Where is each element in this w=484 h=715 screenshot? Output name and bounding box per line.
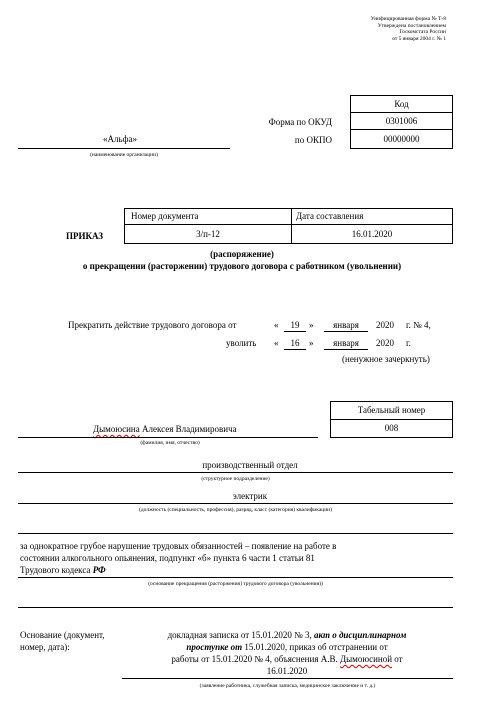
basis-text-1-bi: акт о дисциплинарном — [314, 630, 407, 640]
basis-text-3 — [122, 654, 452, 664]
form-header-line3: Госкомстата России — [399, 29, 446, 35]
codes-header: Код — [350, 95, 453, 113]
grounds-caption: (основание прекращения (расторжения) трудового договора (увольнения)) — [148, 581, 323, 587]
termination-year: 2020 — [376, 320, 394, 330]
employee-name-rest: Алексея Владимировича — [139, 424, 237, 434]
subtitle-main: о прекращении (расторжении) трудового договора с работником (увольнении) — [82, 261, 402, 271]
position: электрик — [232, 491, 268, 501]
basis-text-3-plain: работы от 15.01.2020 № 4, объяснения А.В. — [171, 654, 340, 664]
basis-text-2-bi: проступке от — [186, 642, 243, 652]
doc-date-value: 16.01.2020 — [291, 224, 453, 244]
subtitle-rasporyazhenie: (распоряжение) — [210, 249, 274, 259]
department-line — [18, 472, 453, 473]
employee-name-caption: (фамилия, имя, отчество) — [140, 440, 200, 446]
grounds-line2: состоянии алкогольного опьянения, подпункт «б» пункта 6 части 1 статьи 81 — [20, 553, 315, 563]
termination-month: января — [333, 320, 359, 330]
okpo-label: по ОКПО — [294, 135, 332, 145]
okpo-value: 00000000 — [350, 129, 453, 149]
doc-date-header: Дата составления — [291, 208, 453, 225]
dismiss-day: 16 — [290, 338, 300, 348]
quote-open-1: « — [274, 320, 279, 330]
grounds-line — [18, 577, 453, 578]
basis-text-2-plain: 15.01.2020, приказ об отстранении от — [242, 642, 388, 652]
day-line-2 — [284, 349, 306, 350]
grounds-bottom-line — [18, 607, 453, 608]
employee-surname: Дымоюсина — [93, 424, 140, 434]
dismiss-year: 2020 — [376, 338, 394, 348]
grounds-line3 — [20, 565, 106, 575]
grounds-top-line — [18, 533, 453, 534]
day-line-1 — [284, 331, 306, 332]
okud-label: Форма по ОКУД — [268, 117, 332, 127]
position-caption: (должность (специальность, профессия), разряд, класс (категория) квалификации) — [139, 507, 332, 513]
basis-text-1 — [122, 630, 452, 640]
month-line-1 — [324, 331, 368, 332]
quote-open-2: « — [274, 338, 279, 348]
okud-value: 0301006 — [350, 112, 453, 130]
basis-text-3-squig: Дымоюсиной — [339, 654, 393, 664]
basis-text-1-plain: докладная записка от 15.01.2020 № 3, — [167, 630, 315, 640]
basis-label-2: номер, дата): — [20, 642, 70, 652]
department: производственный отдел — [202, 460, 298, 470]
basis-text-2 — [122, 642, 452, 652]
termination-text: Прекратить действие трудового договора от — [68, 320, 237, 330]
quote-close-2: » — [309, 338, 314, 348]
basis-caption: (заявление работника, служебная записка, медицинское заключение и т. д.) — [199, 683, 376, 689]
grounds-line1: за однократное грубое нарушение трудовых обязанностей – появление на работе в — [20, 541, 337, 551]
dismiss-text: уволить — [226, 338, 257, 348]
employee-name-line — [18, 437, 318, 438]
basis-line — [122, 678, 453, 679]
organization-name: «Альфа» — [103, 134, 137, 144]
doc-number-header: Номер документа — [124, 208, 292, 225]
form-header — [300, 16, 446, 42]
termination-number: г. № 4, — [406, 320, 431, 330]
form-header-line4: от 5 января 2004 г. № 1 — [392, 35, 446, 42]
basis-text-3-end: от — [392, 654, 403, 664]
position-line — [18, 503, 453, 504]
department-caption: (структурное подразделение) — [201, 476, 270, 482]
tab-number-header: Табельный номер — [330, 401, 453, 420]
dismiss-g: г. — [406, 338, 411, 348]
basis-label-1: Основание (документ, — [20, 630, 105, 640]
dismiss-month: января — [333, 338, 359, 348]
form-header-line1: Унифицированная форма № Т-8 — [370, 16, 446, 22]
quote-close-1: » — [309, 320, 314, 330]
month-line-2 — [324, 349, 368, 350]
grounds-line3-text: Трудового кодекса — [20, 565, 93, 575]
doc-number-value: 3/п-12 — [124, 224, 292, 244]
prikaz-title: ПРИКАЗ — [66, 231, 104, 241]
form-header-line2: Утверждена постановлением — [377, 22, 446, 29]
tab-number-value: 008 — [330, 419, 453, 438]
employee-name — [93, 424, 237, 434]
strike-note: (ненужное зачеркнуть) — [342, 354, 430, 364]
basis-text-4: 16.01.2020 — [266, 666, 308, 676]
termination-day: 19 — [290, 320, 300, 330]
organization-caption: (наименование организации) — [90, 152, 158, 158]
organization-line — [18, 148, 230, 149]
grounds-line3-rf: РФ — [92, 565, 106, 575]
